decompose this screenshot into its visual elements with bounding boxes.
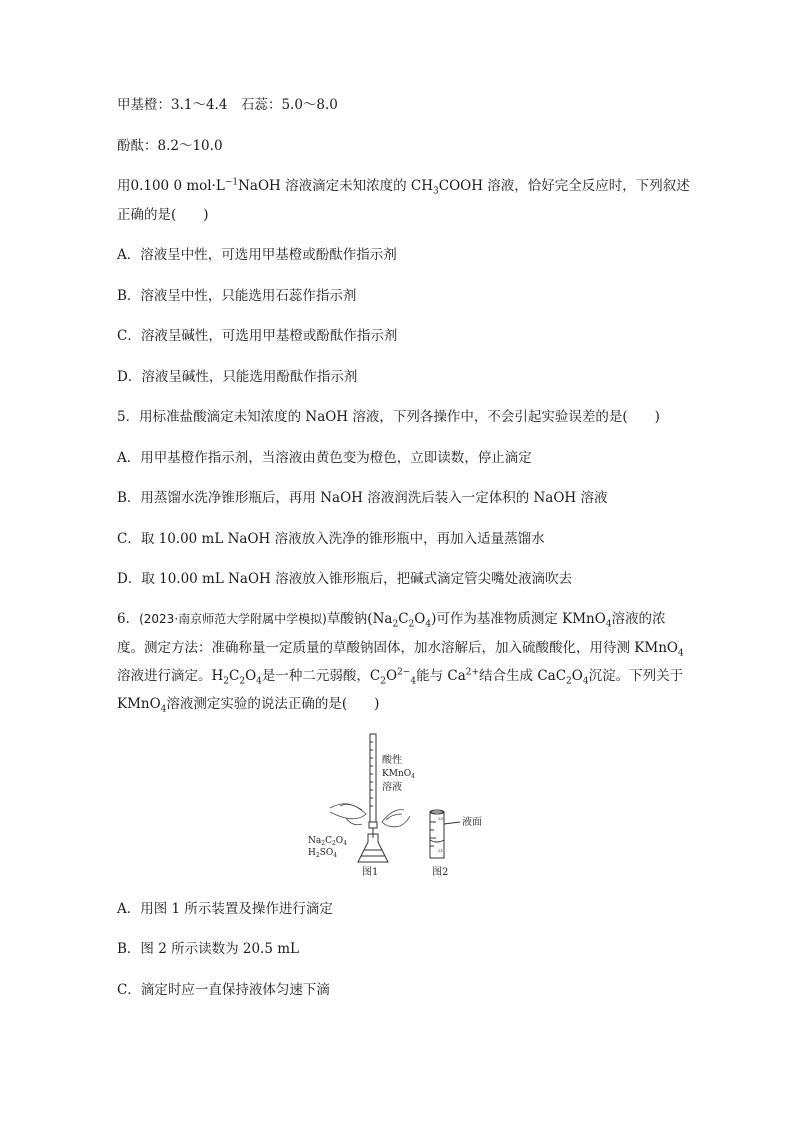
- hand-right-illustration: [382, 810, 410, 827]
- label-na2c2o4: $Na_2C_2O_4$: [308, 836, 348, 847]
- question-6-stem-line4: KMnO$_4$溶液测定实验的说法正确的是( ): [117, 696, 380, 715]
- caption-figure-1: 图1: [362, 867, 379, 878]
- label-liquid-surface: 液面: [462, 817, 482, 828]
- label-h2so4: $H_2SO_4$: [308, 848, 338, 859]
- conical-flask-illustration: [358, 834, 388, 862]
- question-5-option-d: D．取 10.00 mL NaOH 溶液放入锥形瓶后，把碱式滴定管尖嘴处液滴吹去: [117, 571, 573, 587]
- label-kmno4: KMnO$_4$: [382, 769, 415, 780]
- burette-illustration: [369, 734, 377, 838]
- indicator-ranges-line1: 甲基橙：3.1～4.4 石蕊：5.0～8.0: [117, 97, 338, 113]
- question-4-stem: 用0.100 0 $mol\cdot L^{-1}NaOH$ 溶液滴定未知浓度的 $CH_3COOH$ 溶液，恰好完全反应时，下列叙述: [117, 177, 690, 197]
- caption-figure-2: 图2: [432, 867, 449, 878]
- tick-label-20: 20: [438, 816, 444, 821]
- question-6-source: (2023·南京师范大学附属中学模拟): [139, 612, 327, 626]
- question-4-option-c: C．溶液呈碱性，可选用甲基橙或酚酞作指示剂: [117, 328, 398, 344]
- label-acidic: 酸性: [382, 755, 402, 766]
- question-5-option-a: A．用甲基橙作指示剂，当溶液由黄色变为橙色，立即读数，停止滴定: [117, 450, 532, 466]
- question-5-option-b: B．用蒸馏水洗净锥形瓶后，再用 NaOH 溶液润洗后装入一定体积的 NaOH 溶液: [117, 490, 608, 506]
- question-6-stem-line2: 度。测定方法：准确称量一定质量的草酸钠固体，加水溶解后，加入硫酸酸化，用待测 KMnO$_4$: [117, 640, 684, 659]
- graduated-cylinder-illustration: [430, 810, 460, 858]
- question-4-stem-line2: 正确的是( ): [117, 207, 209, 223]
- titration-figure: [300, 730, 500, 880]
- question-4-option-a: A．溶液呈中性，可选用甲基橙或酚酞作指示剂: [117, 247, 397, 263]
- tick-label-21: 21: [438, 848, 444, 853]
- question-6-stem-line1: 6．(2023·南京师范大学附属中学模拟)草酸钠$(Na_2C_2O_4)$可作为基准物质测定 KMnO$_4$溶液的浓: [117, 611, 666, 630]
- question-5-option-c: C．取 10.00 mL NaOH 溶液放入洗净的锥形瓶中，再加入适量蒸馏水: [117, 531, 545, 547]
- hand-left-illustration: [330, 804, 366, 825]
- question-6-option-c: C．滴定时应一直保持液体匀速下滴: [117, 982, 330, 998]
- question-6-option-a: A．用图 1 所示装置及操作进行滴定: [117, 901, 333, 917]
- question-4-option-d: D．溶液呈碱性，只能选用酚酞作指示剂: [117, 369, 358, 385]
- question-4-option-b: B．溶液呈中性，只能选用石蕊作指示剂: [117, 288, 357, 304]
- question-6-option-b: B．图 2 所示读数为 20.5 mL: [117, 941, 299, 957]
- indicator-ranges-line2: 酚酞：8.2～10.0: [117, 138, 223, 154]
- label-solution: 溶液: [382, 782, 402, 793]
- question-5-stem: 5．用标准盐酸滴定未知浓度的 NaOH 溶液，下列各操作中，不会引起实验误差的是( ): [117, 409, 660, 425]
- question-6-stem-line3: 溶液进行滴定。$H_2C_2O_4$是一种二元弱酸，$C_2O^{2-}_4$能与 $Ca^{2+}$结合生成 $CaC_2O_4$沉淀。下列关于: [117, 667, 684, 687]
